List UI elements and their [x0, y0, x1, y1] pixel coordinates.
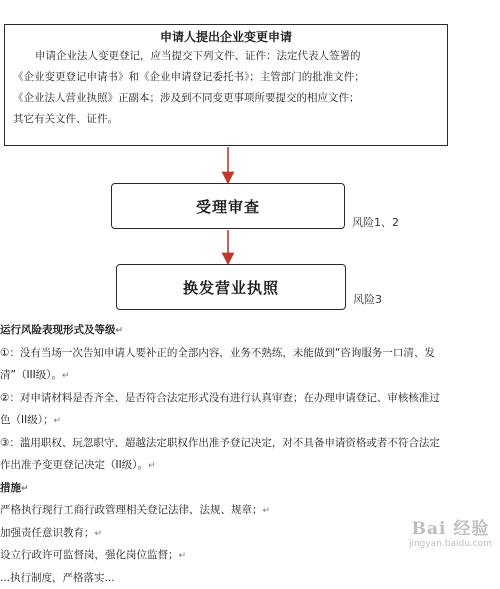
application-line: 申请企业法人变更登记，应当提交下列文件、证件：法定代表人签署的 [13, 46, 439, 67]
watermark-url: jingyan.baidu.com [409, 539, 492, 549]
application-line: 《企业法人营业执照》正副本；涉及到不同变更事项所要提交的相应文件； [13, 88, 439, 109]
watermark-logo: Bai 经验 [409, 514, 492, 539]
review-risk-label: 风险1、2 [352, 214, 399, 230]
risk-item: ③：滥用职权、玩忽职守、超越法定职权作出准予登记决定，对不具备申请资格或者不符合法定 [0, 432, 500, 455]
review-box [111, 183, 345, 229]
risk-heading: 运行风险表现形式及等级↵ [0, 319, 500, 342]
risk-item-continued: 作出准予变更登记决定（II级）。↵ [0, 454, 500, 477]
baidu-jingyan-watermark [409, 514, 492, 549]
application-line: 其它有关文件、证件。 [13, 109, 439, 130]
issue-license-box [116, 264, 346, 310]
review-label: 受理审查 [196, 196, 260, 217]
issue-risk-label: 风险3 [353, 291, 382, 307]
risk-item-continued: 色（II级）；↵ [0, 409, 500, 432]
risk-item-continued: 清”（III级）。↵ [0, 364, 500, 387]
application-title: 申请人提出企业变更申请 [13, 28, 439, 46]
measure-item: 加强责任意识教育；↵ [0, 522, 500, 545]
risk-item: ②：对申请材料是否齐全、是否符合法定形式没有进行认真审查；在办理申请登记、审核核准过 [0, 387, 500, 410]
issue-license-label: 换发营业执照 [183, 277, 279, 298]
measure-item: 严格执行现行工商行政管理相关登记法律、法规、规章；↵ [0, 499, 500, 522]
risk-item: ①：没有当场一次告知申请人要补正的全部内容，业务不熟练，未能做到“咨询服务一口清、发 [0, 342, 500, 365]
measure-item: 设立行政许可监督岗，强化岗位监督；↵ [0, 544, 500, 567]
measures-heading: 措施↵ [0, 477, 500, 500]
application-line: 《企业变更登记申请书》和《企业申请登记委托书》；主管部门的批准文件； [13, 67, 439, 88]
measure-item: ...执行制度，严格落实... [0, 567, 500, 589]
